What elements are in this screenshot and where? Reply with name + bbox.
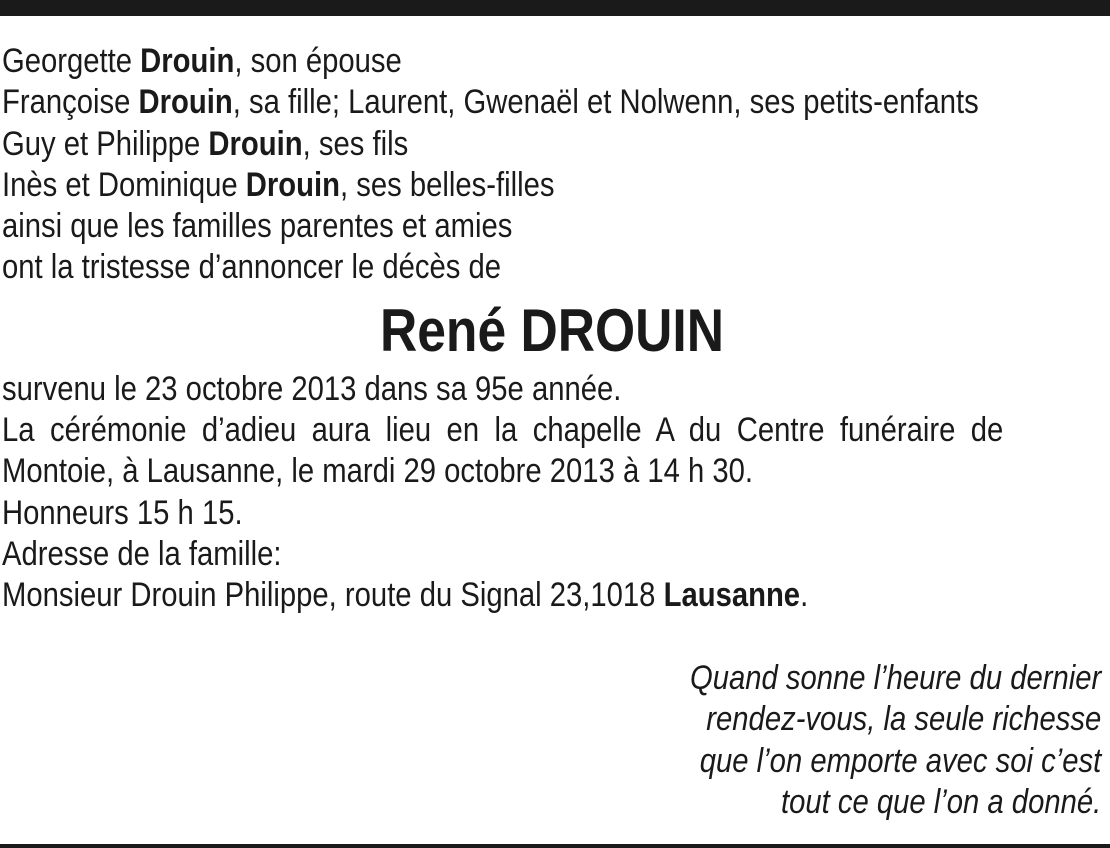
- family-member-text: Guy et Philippe: [2, 124, 209, 163]
- address-city: Lausanne: [663, 576, 801, 615]
- quote-line-2: rendez-vous, la seule richesse: [706, 700, 1101, 739]
- bottom-rule: [0, 844, 1110, 848]
- family-relation: , sa fille; Laurent, Gwenaël et Nolwenn, ses petits-enfants: [232, 83, 979, 122]
- family-surname: Drouin: [138, 83, 233, 122]
- family-line-3: [2, 124, 1102, 165]
- address-end: .: [800, 576, 809, 615]
- family-surname: Drouin: [245, 165, 341, 204]
- address-line: [2, 575, 1102, 616]
- honneurs-line: Honneurs 15 h 15.: [2, 493, 243, 532]
- family-line-2: [2, 82, 1102, 123]
- intro-line-2: ont la tristesse d’annoncer le décès de: [2, 248, 502, 287]
- quote-line-3: que l’on emporte avec soi c’est: [699, 741, 1101, 780]
- ceremony-line-1: La cérémonie d’adieu aura lieu en la chapelle A du Centre funéraire de: [2, 411, 1004, 450]
- death-date-line: survenu le 23 octobre 2013 dans sa 95e année.: [2, 369, 622, 408]
- family-member-text: Inès et Dominique: [2, 165, 246, 204]
- obituary-body: [2, 41, 1102, 617]
- address-label: Adresse de la famille:: [2, 534, 282, 573]
- deceased-name: René DROUIN: [379, 296, 725, 364]
- family-relation: , son épouse: [234, 42, 402, 80]
- address-street: Monsieur Drouin Philippe, route du Signal 23,1018: [2, 576, 664, 615]
- quote-line-1: Quand sonne l’heure du dernier: [689, 659, 1101, 697]
- family-surname: Drouin: [140, 42, 235, 80]
- intro-line-1: ainsi que les familles parentes et amies: [2, 207, 513, 246]
- family-surname: Drouin: [208, 124, 303, 163]
- family-member-text: Françoise: [2, 83, 139, 122]
- quote-line-4: tout ce que l’on a donné.: [780, 782, 1101, 821]
- ceremony-line-2: Montoie, à Lausanne, le mardi 29 octobre 2013 à 14 h 30.: [2, 452, 754, 491]
- family-member-text: Georgette: [2, 42, 141, 80]
- family-relation: , ses belles-filles: [340, 165, 555, 204]
- top-rule: [0, 0, 1110, 16]
- closing-quote: [623, 658, 1101, 823]
- family-line-4: [2, 165, 1102, 206]
- family-line-1: [2, 41, 1102, 82]
- family-relation: , ses fils: [302, 124, 409, 163]
